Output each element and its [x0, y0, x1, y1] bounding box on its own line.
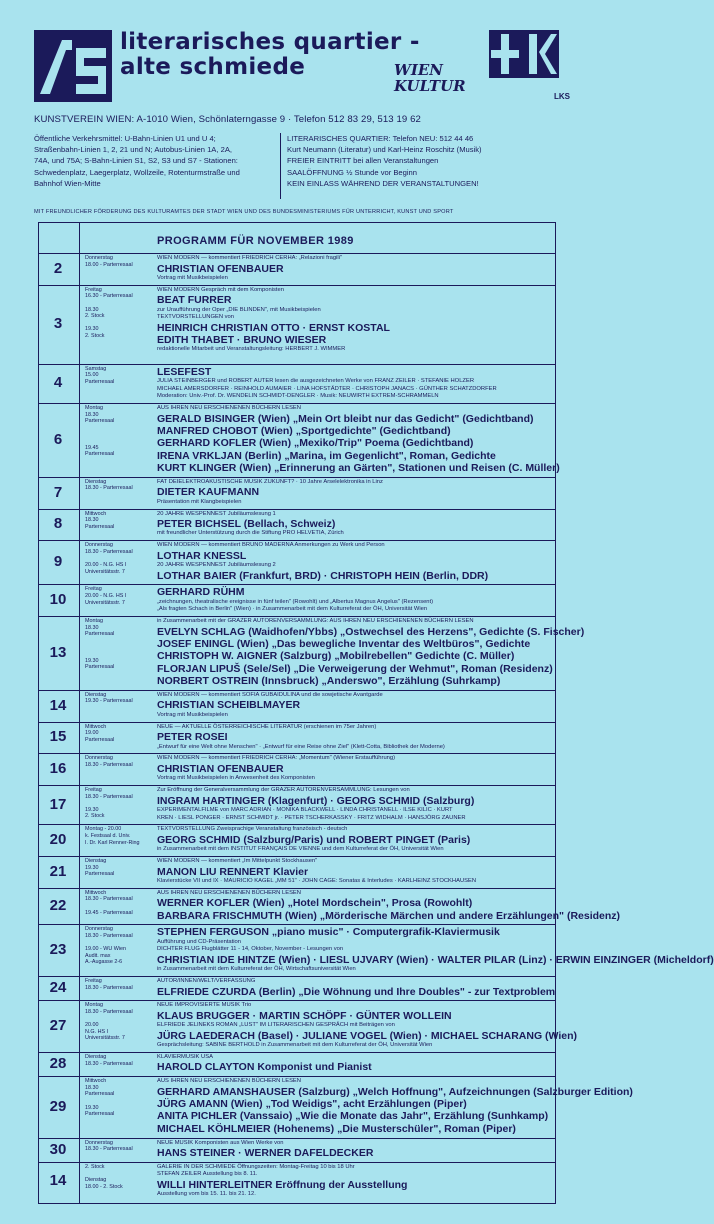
- event-note: NEUE IMPROVISIERTE MUSIK Trio: [157, 1002, 252, 1009]
- performer-line: JOSEF ENINGL (Wien) „Das bewegliche Inventar des Weltbüros", Gedichte: [157, 638, 531, 651]
- header-title: literarisches quartier - alte schmiede: [120, 29, 420, 80]
- day-number: 30: [49, 1140, 67, 1158]
- program-title: PROGRAMM FÜR NOVEMBER 1989: [157, 235, 354, 247]
- transport-info: Öffentliche Verkehrsmittel: U-Bahn-Linien U1 und U 4; Straßenbahn-Linien 1, 2, 21 und N; Autobus-Linien 1A, 2A, 74A, und 75A; S-Bahn-Linien S1, S2, S3 und S7 - Stationen: Schwedenplatz, Laegerplatz, Wollzeile, Rotenturmstraße und Bahnhof Wien-Mitte: [34, 134, 240, 188]
- program-row: [39, 584, 555, 616]
- day-number: 9: [53, 553, 63, 571]
- day-number: 24: [49, 979, 67, 997]
- event-time: Samstag 15.00 Parterresaal: [85, 365, 115, 386]
- day-number: 3: [53, 315, 63, 333]
- day-number: 13: [49, 644, 67, 661]
- event-note: JULIA STEINBERGER und ROBERT AUTER lesen die ausgezeichneten Werke von FRANZ ZEILER · STEFANIE HOLZER: [157, 378, 475, 385]
- event-details: [157, 405, 560, 475]
- performer-line: HAROLD CLAYTON Komponist und Pianist: [157, 1061, 372, 1074]
- performer-line: DIETER KAUFMANN: [157, 486, 260, 499]
- day-number: 14: [49, 1172, 67, 1190]
- event-details: [157, 1002, 578, 1049]
- performer-line: MANON LIU RENNERT Klavier: [157, 865, 309, 878]
- event-note: AUTOR/INNEN/WELT/VERFASSUNG: [157, 978, 256, 985]
- event-note: STEFAN ZEILER Ausstellung bis 8. 11.: [157, 1171, 258, 1178]
- event-time: Mittwoch 18.30 Parterresaal: [85, 510, 115, 530]
- performer-line: ELFRIEDE CZURDA (Berlin) „Die Wöhnung und Ihre Doubles" - zur Textproblem: [157, 985, 556, 998]
- performer-line: NORBERT OSTREIN (Innsbruck) „Anderswo", Erzählung (Suhrkamp): [157, 675, 501, 688]
- event-note: Moderation: Univ.-Prof. Dr. WENDELIN SCHMIDT-DENGLER · Musik: NEUWIRTH EXTREM-SCHRAMMELN: [157, 393, 439, 400]
- performer-line: GERALD BISINGER (Wien) „Mein Ort bleibt nur das Gedicht" (Gedichtband): [157, 412, 534, 425]
- event-details: [157, 1140, 553, 1160]
- day-number: 10: [49, 591, 67, 609]
- program-row: [39, 285, 555, 364]
- event-note: WIEN MODERN Gespräch mit dem Komponisten: [157, 286, 284, 293]
- event-note: TEXTVORSTELLUNG Zweisprachige Veranstaltung französisch - deutsch: [157, 826, 348, 833]
- event-note: „zeichnungen, theatralische ereignisse in fünf teilen" (Rowohlt) und „Albertus Magnus Angelus" (Rezensent): [157, 598, 434, 605]
- event-details: [157, 787, 553, 822]
- quarter-info: LITERARISCHES QUARTIER: Telefon NEU: 512 44 46 Kurt Neumann (Literatur) und Karl-Heinz Roschitz (Musik) FREIER EINTRITT bei allen Veranstaltungen SAALÖFFNUNG ½ Stunde vor Beginn KEIN EINLASS WÄHREND DER VERANSTALTUNGEN!: [280, 133, 562, 199]
- event-note: Ausstellung vom bis 15. 11. bis 21. 12.: [157, 1191, 256, 1198]
- event-details: [157, 618, 585, 688]
- event-details: [157, 858, 553, 885]
- program-row: [39, 1076, 633, 1137]
- day-number: 4: [53, 374, 63, 392]
- event-time: Montag 18.30 - Parterresaal 20.00 N.G. HS I Universitätsstr. 7: [85, 1002, 133, 1042]
- performer-line: LOTHAR KNESSL: [157, 549, 247, 562]
- event-time: Mittwoch 18.30 - Parterresaal 19.45 - Parterresaal: [85, 889, 133, 916]
- program-row: [39, 364, 555, 403]
- day-number: 2: [53, 259, 63, 277]
- day-number: 29: [49, 1097, 67, 1115]
- performer-line: HEINRICH CHRISTIAN OTTO · ERNST KOSTAL: [157, 321, 390, 334]
- event-note: AUS IHREN NEU ERSCHIENENEN BÜCHERN LESEN: [157, 889, 301, 896]
- event-time: Freitag 20.00 - N.G. HS I Universitätsstr. 7: [85, 586, 127, 606]
- event-note: „Entwurf für eine Welt ohne Menschen" · „Entwurf für eine Reise ohne Ziel" (Klett-Cotta, Bibliothek der Moderne): [157, 743, 445, 750]
- performer-line: GEORG SCHMID (Salzburg/Paris) und ROBERT PINGET (Paris): [157, 833, 471, 846]
- event-note: Präsentation mit Klangbeispielen: [157, 498, 242, 505]
- day-number: 7: [53, 483, 63, 501]
- day-number: 6: [53, 430, 63, 448]
- program-row: [39, 976, 555, 1000]
- event-details: [157, 889, 621, 922]
- event-time: Donnerstag 18.00 - Parterresaal: [85, 255, 133, 268]
- performer-line: PETER BICHSEL (Bellach, Schweiz): [157, 518, 336, 531]
- event-note: NEUE — AKTUELLE ÖSTERREICHISCHE LITERATUR (erschienen im 75er Jahren): [157, 723, 377, 730]
- event-note: WIEN MODERN — kommentiert FRIEDRICH CERHA: „Relazioni fragili": [157, 255, 343, 261]
- program-row: [39, 1138, 555, 1162]
- event-time: Freitag 18.30 - Parterresaal 19.30 2. Stock: [85, 787, 133, 820]
- event-note: in Zusammenarbeit mit dem INSTITUT FRANÇAIS DE VIENNE und dem Kulturreferat der ÖH, Universität Wien: [157, 846, 444, 853]
- event-time: Donnerstag 18.30 - Parterresaal: [85, 755, 133, 768]
- event-details: [157, 755, 553, 782]
- event-note: Zur Eröffnung der Generalversammlung der GRAZER AUTORENVERSAMMLUNG: Lesungen von: [157, 787, 410, 794]
- event-details: [157, 826, 553, 853]
- program-row: [39, 753, 555, 785]
- event-note: mit freundlicher Unterstützung durch die Stiftung PRO HELVETIA, Zürich: [157, 530, 344, 537]
- performer-line: INGRAM HARTINGER (Klagenfurt) · GEORG SCHMID (Salzburg): [157, 794, 475, 807]
- event-note: NEUE MUSIK Komponisten aus Wien Werke von: [157, 1139, 284, 1146]
- program-row: [39, 722, 555, 754]
- event-time: Montag 18.30 Parterresaal 19.45 Parterresaal: [85, 405, 115, 458]
- program-row: [39, 1162, 555, 1201]
- program-row: [39, 253, 555, 285]
- event-note: KLAVIERMUSIK USA: [157, 1053, 213, 1060]
- performer-line: GERHARD RÜHM: [157, 586, 245, 599]
- performer-line: WILLI HINTERLEITNER Eröffnung der Ausstellung: [157, 1178, 408, 1191]
- program-row: [39, 540, 555, 584]
- event-note: in Zusammenarbeit mit der GRAZER AUTORENVERSAMMLUNG: AUS IHREN NEU ERSCHIENENEN BÜCHERN LESEN: [157, 618, 474, 625]
- event-note: FAT DEIELEKTROAKUSTISCHE MUSIK ZUKUNFT? · 10 Jahre Arselelektronika in Linz: [157, 478, 383, 485]
- event-details: [157, 542, 553, 582]
- support-note: MIT FREUNDLICHER FÖRDERUNG DES KULTURAMTES DER STADT WIEN UND DES BUNDESMINISTERIUMS FÜR UNTERRICHT, KUNST UND SPORT: [34, 209, 454, 215]
- event-time: Dienstag 19.30 - Parterresaal: [85, 691, 133, 705]
- event-note: DICHTER FLUG Flugblätter 11 - 14, Oktober, November - Lesungen von: [157, 946, 344, 953]
- event-details: [157, 1054, 553, 1074]
- performer-line: CHRISTIAN OFENBAUER: [157, 762, 284, 775]
- event-time: Dienstag 19.30 Parterresaal: [85, 858, 115, 878]
- program-row: [39, 509, 555, 541]
- program-row: [39, 888, 621, 925]
- program-row: [39, 403, 560, 477]
- performer-line: MICHAEL KÖHLMEIER (Hohenems) „Die Musterschüler", Roman (Piper): [157, 1122, 516, 1135]
- performer-line: LOTHAR BAIER (Frankfurt, BRD) · CHRISTOPH HEIN (Berlin, DDR): [157, 569, 489, 582]
- event-details: [157, 1164, 553, 1199]
- performer-line: HANS STEINER · WERNER DAFELDECKER: [157, 1147, 374, 1160]
- performer-line: BEAT FURRER: [157, 294, 232, 307]
- event-note: Aufführung und CD-Präsentation: [157, 938, 242, 945]
- event-time: 2. Stock Dienstag 18.00 - 2. Stock: [85, 1163, 123, 1190]
- performer-line: IRENA VRKLJAN (Berlin) „Marina, im Gegenlicht", Roman, Gedichte: [157, 449, 496, 462]
- program-row: [39, 924, 714, 976]
- event-note: MICHAEL AMERSDORFER · REINHOLD AUMAIER · LINA HOFSTÄDTER · CHRISTOPH JANACS · GÜNTHER SCHATZDORFER: [157, 385, 497, 392]
- performer-line: CHRISTOPH W. AIGNER (Salzburg) „Mobilrebellen" Gedichte (C. Müller): [157, 650, 515, 663]
- performer-line: EVELYN SCHLAG (Waidhofen/Ybbs) „Ostwechsel des Herzens", Gedichte (S. Fischer): [157, 625, 585, 638]
- performer-line: GERHARD KOFLER (Wien) „Mexiko/Trip" Poema (Gedichtband): [157, 437, 474, 450]
- event-details: [157, 255, 553, 282]
- performer-line: CHRISTIAN OFENBAUER: [157, 262, 284, 275]
- performer-line: BARBARA FRISCHMUTH (Wien) „Mörderische Märchen und andere Erzählungen" (Residenz): [157, 909, 621, 922]
- event-time: Mittwoch 18.30 Parterresaal 19.30 Parterresaal: [85, 1078, 115, 1118]
- performer-line: LESEFEST: [157, 365, 212, 378]
- day-number: 15: [49, 728, 67, 746]
- performer-line: PETER ROSEI: [157, 731, 228, 744]
- day-number: 8: [53, 515, 63, 533]
- event-note: WIEN MODERN — kommentiert „Im Mittelpunkt Stockhausen": [157, 858, 318, 865]
- program-row: [39, 785, 555, 824]
- day-number: 17: [49, 795, 67, 813]
- header: [34, 29, 570, 106]
- performer-line: JÜRG AMANN (Wien) „Tod Weidigs", acht Erzählungen (Piper): [157, 1098, 467, 1111]
- event-time: Donnerstag 18.30 - Parterresaal: [85, 1139, 133, 1153]
- event-details: [157, 366, 553, 401]
- as-logo-icon: [34, 30, 112, 102]
- event-note: Vortrag mit Musikbeispielen: [157, 274, 228, 281]
- performer-line: KLAUS BRUGGER · MARTIN SCHÖPF · GÜNTER WOLLEIN: [157, 1009, 452, 1022]
- event-time: Donnerstag 18.30 - Parterresaal 20.00 - N.G. HS I Universitätsstr. 7: [85, 542, 133, 575]
- event-note: Vortrag mit Musikbeispielen: [157, 711, 228, 718]
- performer-line: JÜRG LAEDERACH (Basel) · JULIANE VOGEL (Wien) · MICHAEL SCHARANG (Wien): [157, 1029, 578, 1042]
- event-details: [157, 479, 553, 506]
- event-note: ELFRIEDE JELINEKS ROMAN „LUST" IM LITERARISCHEN GESPRÄCH mit Beiträgen von: [157, 1022, 395, 1029]
- day-number: 23: [49, 941, 67, 959]
- program-table: [38, 222, 714, 1204]
- event-note: Gesprächsleitung: SABINE BERTHOLD in Zusammenarbeit mit dem Kulturreferat der ÖH, Universität Wien: [157, 1042, 433, 1049]
- event-details: [157, 287, 553, 354]
- event-note: AUS IHREN NEU ERSCHIENENEN BÜCHERN LESEN: [157, 405, 301, 412]
- event-note: zur Uraufführung der Oper „DIE BLINDEN", mit Musikbeispielen: [157, 306, 321, 313]
- program-row: [39, 690, 555, 722]
- event-details: [157, 692, 553, 719]
- performer-line: ANITA PICHLER (Vanssaio) „Wie die Monate das Jahr", Erzählung (Sunhkamp): [157, 1110, 549, 1123]
- event-note: redaktionelle Mitarbeit und Veranstaltungsleitung: HERBERT J. WIMMER: [157, 346, 346, 353]
- event-note: WIEN MODERN — kommentiert FRIEDRICH CERHA: „Momentum" (Wiener Erstaufführung): [157, 755, 396, 762]
- event-note: KREN · LIESL PONGER · ERNST SCHMIDT jr. · PETER TSCHERKASSKY · FRITZ WIDHALM · HANSJÖRG ZAUNER: [157, 814, 466, 821]
- lks-label: LKS: [554, 92, 570, 101]
- event-time: Freitag 18.30 - Parterresaal: [85, 978, 133, 991]
- performer-line: MANFRED CHOBOT (Wien) „Sportgedichte" (Gedichtband): [157, 425, 451, 437]
- event-details: [157, 724, 553, 751]
- performer-line: FLORJAN LIPUŠ (Sele/Sel) „Die Verweigerung der Wehmut", Roman (Residenz): [157, 662, 553, 675]
- event-note: 20 JAHRE WESPENNEST Jubiläumslesung 1: [157, 510, 276, 517]
- program-row: [39, 1052, 555, 1076]
- day-number: 27: [49, 1017, 67, 1035]
- event-note: 20 JAHRE WESPENNEST Jubiläumslesung 2: [157, 562, 276, 569]
- event-time: Dienstag 18.30 - Parterresaal: [85, 478, 133, 492]
- event-note: TEXTVORSTELLUNGEN von: [157, 314, 234, 321]
- day-number: 22: [49, 897, 67, 915]
- event-note: in Zusammenarbeit mit dem Kulturreferat der ÖH, Wirtschaftsuniversität Wien: [157, 966, 356, 973]
- event-time: Montag 18.30 Parterresaal 19.30 Parterresaal: [85, 618, 115, 671]
- performer-line: GERHARD AMANSHAUSER (Salzburg) „Welch Hoffnung", Aufzeichnungen (Salzburger Edition): [157, 1085, 633, 1098]
- program-row: [39, 616, 585, 690]
- event-time: Montag - 20.00 k. Festsaal d. Univ. I. Dr. Karl Renner-Ring: [85, 826, 140, 846]
- performer-line: CHRISTIAN IDE HINTZE (Wien) · LIESL UJVARY (Wien) · WALTER PILAR (Linz) · ERWIN EINZINGER (Micheldorf): [157, 953, 714, 966]
- event-details: [157, 926, 714, 973]
- plus-k-logo-icon: [489, 30, 559, 78]
- day-number: 20: [49, 831, 67, 849]
- event-time: Mittwoch 19.00 Parterresaal: [85, 723, 115, 743]
- event-note: „Als fragten Schach in Berlin" (Wien) · in Zusammenarbeit mit dem Kulturreferat der ÖH, Universität Wien: [157, 606, 428, 613]
- event-details: [157, 1078, 633, 1135]
- performer-line: KURT KLINGER (Wien) „Erinnerung an Gärten", Stationen und Reisen (C. Müller): [157, 462, 560, 475]
- event-note: WIEN MODERN — kommentiert BRUNO MADERNA Anmerkungen zu Werk und Person: [157, 542, 385, 549]
- wien-kultur-logo: WIEN KULTUR: [394, 61, 466, 95]
- program-row: [39, 477, 555, 509]
- event-note: AUS IHREN NEU ERSCHIENENEN BÜCHERN LESEN: [157, 1078, 301, 1085]
- event-note: Vortrag mit Musikbeispielen in Anwesenheit des Komponisten: [157, 775, 315, 782]
- day-number: 21: [49, 862, 67, 880]
- performer-line: WERNER KOFLER (Wien) „Hotel Mordschein", Prosa (Rowohlt): [157, 897, 473, 910]
- event-note: EXPERIMENTALFILME von MARC ADRIAN · MONIKA BLACKWELL · LINDA CHRISTANELL · ILSE KILIC · KURT: [157, 807, 453, 813]
- event-details: [157, 978, 556, 998]
- performer-line: STEPHEN FERGUSON „piano music" · Computergrafik-Klaviermusik: [157, 926, 500, 939]
- event-time: Dienstag 18.30 - Parterresaal: [85, 1053, 133, 1067]
- address: KUNSTVEREIN WIEN: A-1010 Wien, Schönlaterngasse 9 · Telefon 512 83 29, 513 19 62: [34, 114, 421, 125]
- event-details: [157, 511, 553, 538]
- day-number: 28: [49, 1055, 67, 1073]
- day-number: 16: [49, 760, 67, 778]
- event-details: [157, 586, 553, 613]
- program-row: [39, 1000, 578, 1052]
- program-row: [39, 856, 555, 888]
- event-note: WIEN MODERN — kommentiert SOFIA GUBAIDULINA und die sowjetische Avantgarde: [157, 691, 383, 698]
- day-number: 14: [49, 696, 67, 714]
- event-note: Klavierstücke VII und IX · MAURICIO KAGEL „MM 51" · JOHN CAGE: Sonatas & Interludes · KARLHEINZ STOCKHAUSEN: [157, 878, 477, 885]
- event-time: Freitag 16.30 - Parterresaal 18.30 2. Stock 19.30 2. Stock: [85, 286, 133, 339]
- program-row: [39, 824, 555, 856]
- info-box: [34, 133, 562, 201]
- event-note: GALERIE IN DER SCHMIEDE Öffnungszeiten: Montag-Freitag 10 bis 18 Uhr: [157, 1163, 355, 1170]
- performer-line: CHRISTIAN SCHEIBLMAYER: [157, 699, 301, 712]
- event-time: Donnerstag 18.30 - Parterresaal 19.00 - WU Wien Audit. max A.-Augasse 2-6: [85, 926, 133, 966]
- performer-line: EDITH THABET · BRUNO WIESER: [157, 334, 327, 347]
